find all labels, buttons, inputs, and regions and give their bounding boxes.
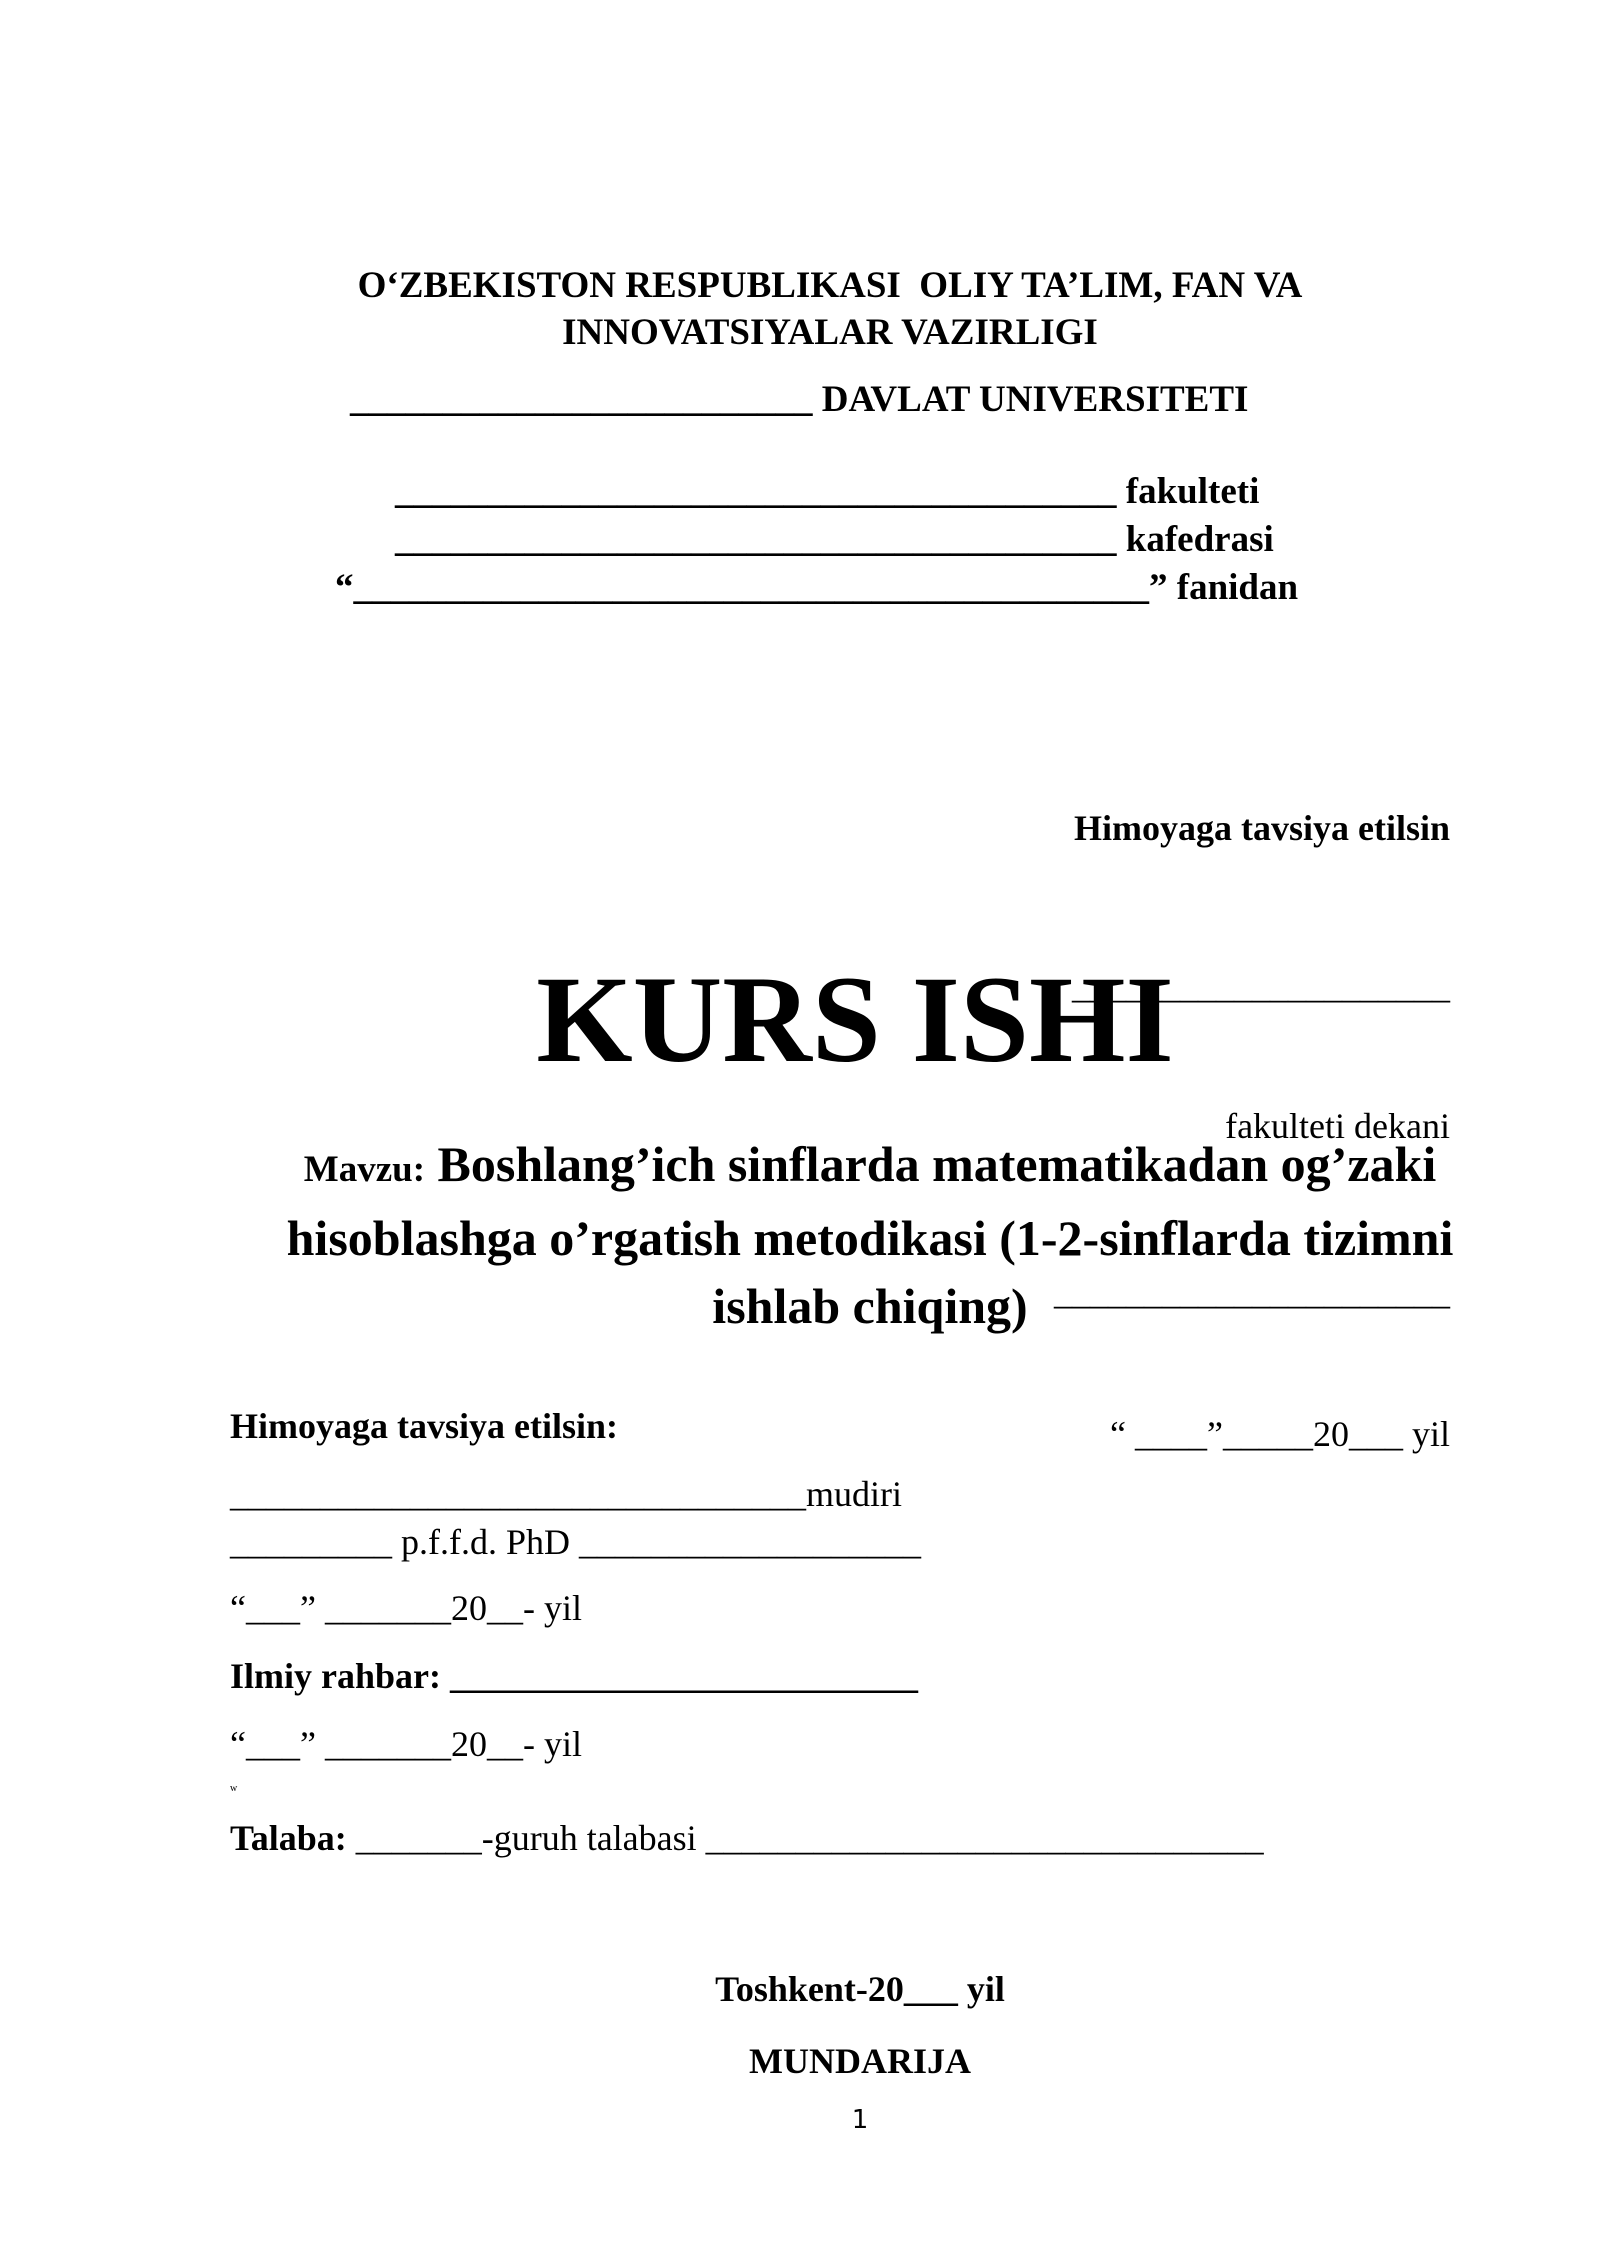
head-signature-line: ________________________________mudiri (230, 1474, 902, 1514)
approval-date-1: “___” _______20__- yil (230, 1588, 582, 1628)
advisor-text: Ilmiy rahbar: __________________________ (230, 1656, 918, 1696)
dean-signature-line: _____________________ (1072, 966, 1450, 1006)
page-number: 1 (851, 2105, 869, 2135)
ministry-line-1: O‘ZBEKISTON RESPUBLIKASI OLIY TA’LIM, FAN VA (357, 265, 1303, 306)
dean-label: fakulteti dekani (1225, 1106, 1450, 1146)
department-line: _______________________________________ kafedrasi (395, 519, 1274, 560)
dean-name-line: ______________________ (1054, 1272, 1450, 1312)
department-approval-title: Himoyaga tavsiya etilsin: (230, 1406, 618, 1446)
topic-text: Boshlang’ich sinflarda matematikadan og’zaki hisoblashga o’rgatish metodikasi (1-2-sinflarda tizimni ishlab chiqing) (286, 1136, 1454, 1334)
toc-heading: MUNDARIJA (749, 2041, 971, 2081)
student-label: Talaba: (230, 1818, 347, 1858)
document-title: KURS ISHI (536, 951, 1174, 1088)
student-line (230, 1817, 1264, 1859)
faculty-line: _______________________________________ fakulteti (395, 471, 1260, 512)
dean-approval-date: “ ____”_____20___ yil (1110, 1414, 1450, 1454)
subject-line: “___________________________________________” fanidan (335, 567, 1299, 608)
ministry-heading (0, 262, 1600, 356)
city-year: Toshkent-20___ yil (715, 1969, 1005, 2009)
dean-approval-title: Himoyaga tavsiya etilsin (1074, 808, 1450, 848)
university-line: _________________________ DAVLAT UNIVERSITETI (350, 379, 1249, 420)
topic-label: Mavzu: (303, 1149, 426, 1190)
department-approval-block (230, 1405, 1264, 1858)
dean-approval-block (1054, 708, 1450, 1506)
student-text: _______-guruh talabasi _______________________________ (346, 1818, 1264, 1858)
degree-line: _________ p.f.f.d. PhD ___________________ (230, 1522, 921, 1562)
approval-date-2: “___” _______20__- yil (230, 1724, 582, 1764)
ministry-line-2: INNOVATSIYALAR VAZIRLIGI (562, 312, 1098, 353)
topic-block (220, 1130, 1520, 1340)
advisor-line (230, 1655, 918, 1697)
stray-mark: w (230, 1783, 238, 1794)
